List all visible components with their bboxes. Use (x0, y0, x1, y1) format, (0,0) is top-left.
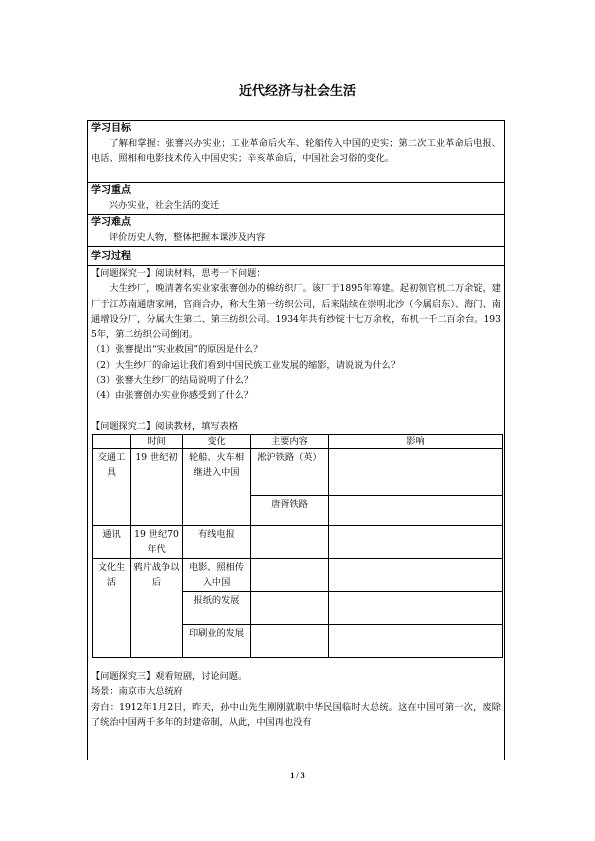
change-cell: 电影、照相传入中国 (183, 558, 251, 591)
change-cell: 印刷业的发展 (183, 624, 251, 657)
inquiry1-block (88, 266, 504, 434)
content-cell (251, 558, 329, 591)
table-row (93, 558, 503, 591)
inquiry3-scene: 场景：南京市大总统府 (91, 686, 183, 698)
effect-cell (329, 591, 503, 624)
table-row (93, 448, 503, 495)
header-cell: 影响 (329, 434, 503, 448)
inquiry1-material: 大生纱厂，晚清著名实业家张謇创办的棉纺织厂。该厂于1895年筹建。起初领官机二万余锭，建厂于江苏南通唐家闸，官商合办，称大生第一纺织公司，后来陆续在崇明北沙（今属启东）、海门、南通增设分厂，分属大生第二、第三纺织公司。1934年共有纱锭十七万余枚，布机一千二百余台。1935年，第二纺织公司倒闭。 (91, 283, 501, 341)
table-header-row (93, 434, 503, 448)
inquiry1-title: 【问题探究一】阅读材料，思考一下问题： (91, 268, 266, 279)
difficulties-section (88, 215, 504, 247)
process-heading-row (88, 247, 504, 266)
goals-text: 了解和掌握：张謇兴办实业；工业革命后火车、轮船传入中国的史实；第二次工业革命后电报、电话、照相和电影技术传入中国史实；辛亥革命后，中国社会习俗的变化。 (91, 138, 501, 165)
effect-cell (329, 495, 503, 525)
effect-cell (329, 525, 503, 558)
time-cell: 19 世纪70 年代 (131, 525, 183, 558)
content-cell (251, 525, 329, 558)
time-cell: 鸦片战争以后 (131, 558, 183, 657)
inquiry1-question: （2）大生纱厂的命运让我们看到中国民族工业发展的缩影，请说说为什么？ (91, 359, 401, 371)
keypoints-heading: 学习重点 (91, 185, 131, 196)
inquiry3-block (88, 669, 504, 730)
study-table (87, 120, 505, 760)
table-row (93, 525, 503, 558)
header-cell: 主要内容 (251, 434, 329, 448)
time-cell: 19 世纪初 (131, 448, 183, 525)
difficulties-text: 评价历史人物，整体把握本课涉及内容 (109, 232, 266, 243)
fill-in-table (92, 434, 503, 658)
change-cell: 轮船、火车相继进入中国 (183, 448, 251, 525)
keypoints-text: 兴办实业，社会生活的变迁 (109, 200, 220, 211)
effect-cell (329, 624, 503, 657)
category-cell: 文化生活 (93, 558, 131, 657)
process-heading: 学习过程 (91, 251, 131, 262)
header-cell: 变化 (183, 434, 251, 448)
effect-cell (329, 558, 503, 591)
category-cell: 通讯 (93, 525, 131, 558)
header-cell: 时间 (131, 434, 183, 448)
effect-cell (329, 448, 503, 495)
goals-section (88, 121, 504, 183)
difficulties-heading: 学习难点 (91, 217, 131, 228)
inquiry1-question: （4）由张謇创办实业你感受到了什么？ (91, 390, 254, 402)
content-cell (251, 624, 329, 657)
inquiry3-narration: 旁白：1912年1月2日，昨天，孙中山先生刚刚就职中华民国临时大总统。这在中国可第一次，废除了统治中国两千多年的封建帝制，从此，中国再也没有 (91, 701, 501, 728)
content-cell: 唐胥铁路 (251, 495, 329, 525)
keypoints-section (88, 183, 504, 215)
change-cell: 有线电报 (183, 525, 251, 558)
inquiry2-title: 【问题探究二】阅读教材，填写表格 (91, 420, 238, 432)
category-cell: 交通工具 (93, 448, 131, 525)
goals-heading: 学习目标 (91, 123, 131, 134)
process-section (88, 266, 504, 730)
page-title: 近代经济与社会生活 (238, 84, 356, 99)
content-cell: 淞沪铁路（英） (251, 448, 329, 495)
page-number: 1 / 3 (290, 771, 305, 780)
header-cell (93, 434, 131, 448)
change-cell: 报纸的发展 (183, 591, 251, 624)
inquiry1-question: （3）张謇大生纱厂的结局说明了什么？ (91, 375, 254, 387)
content-cell (251, 591, 329, 624)
inquiry3-title: 【问题探究三】观看短剧，讨论问题。 (91, 670, 248, 682)
inquiry1-question: （1）张謇提出“实业救国”的原因是什么？ (91, 344, 263, 356)
